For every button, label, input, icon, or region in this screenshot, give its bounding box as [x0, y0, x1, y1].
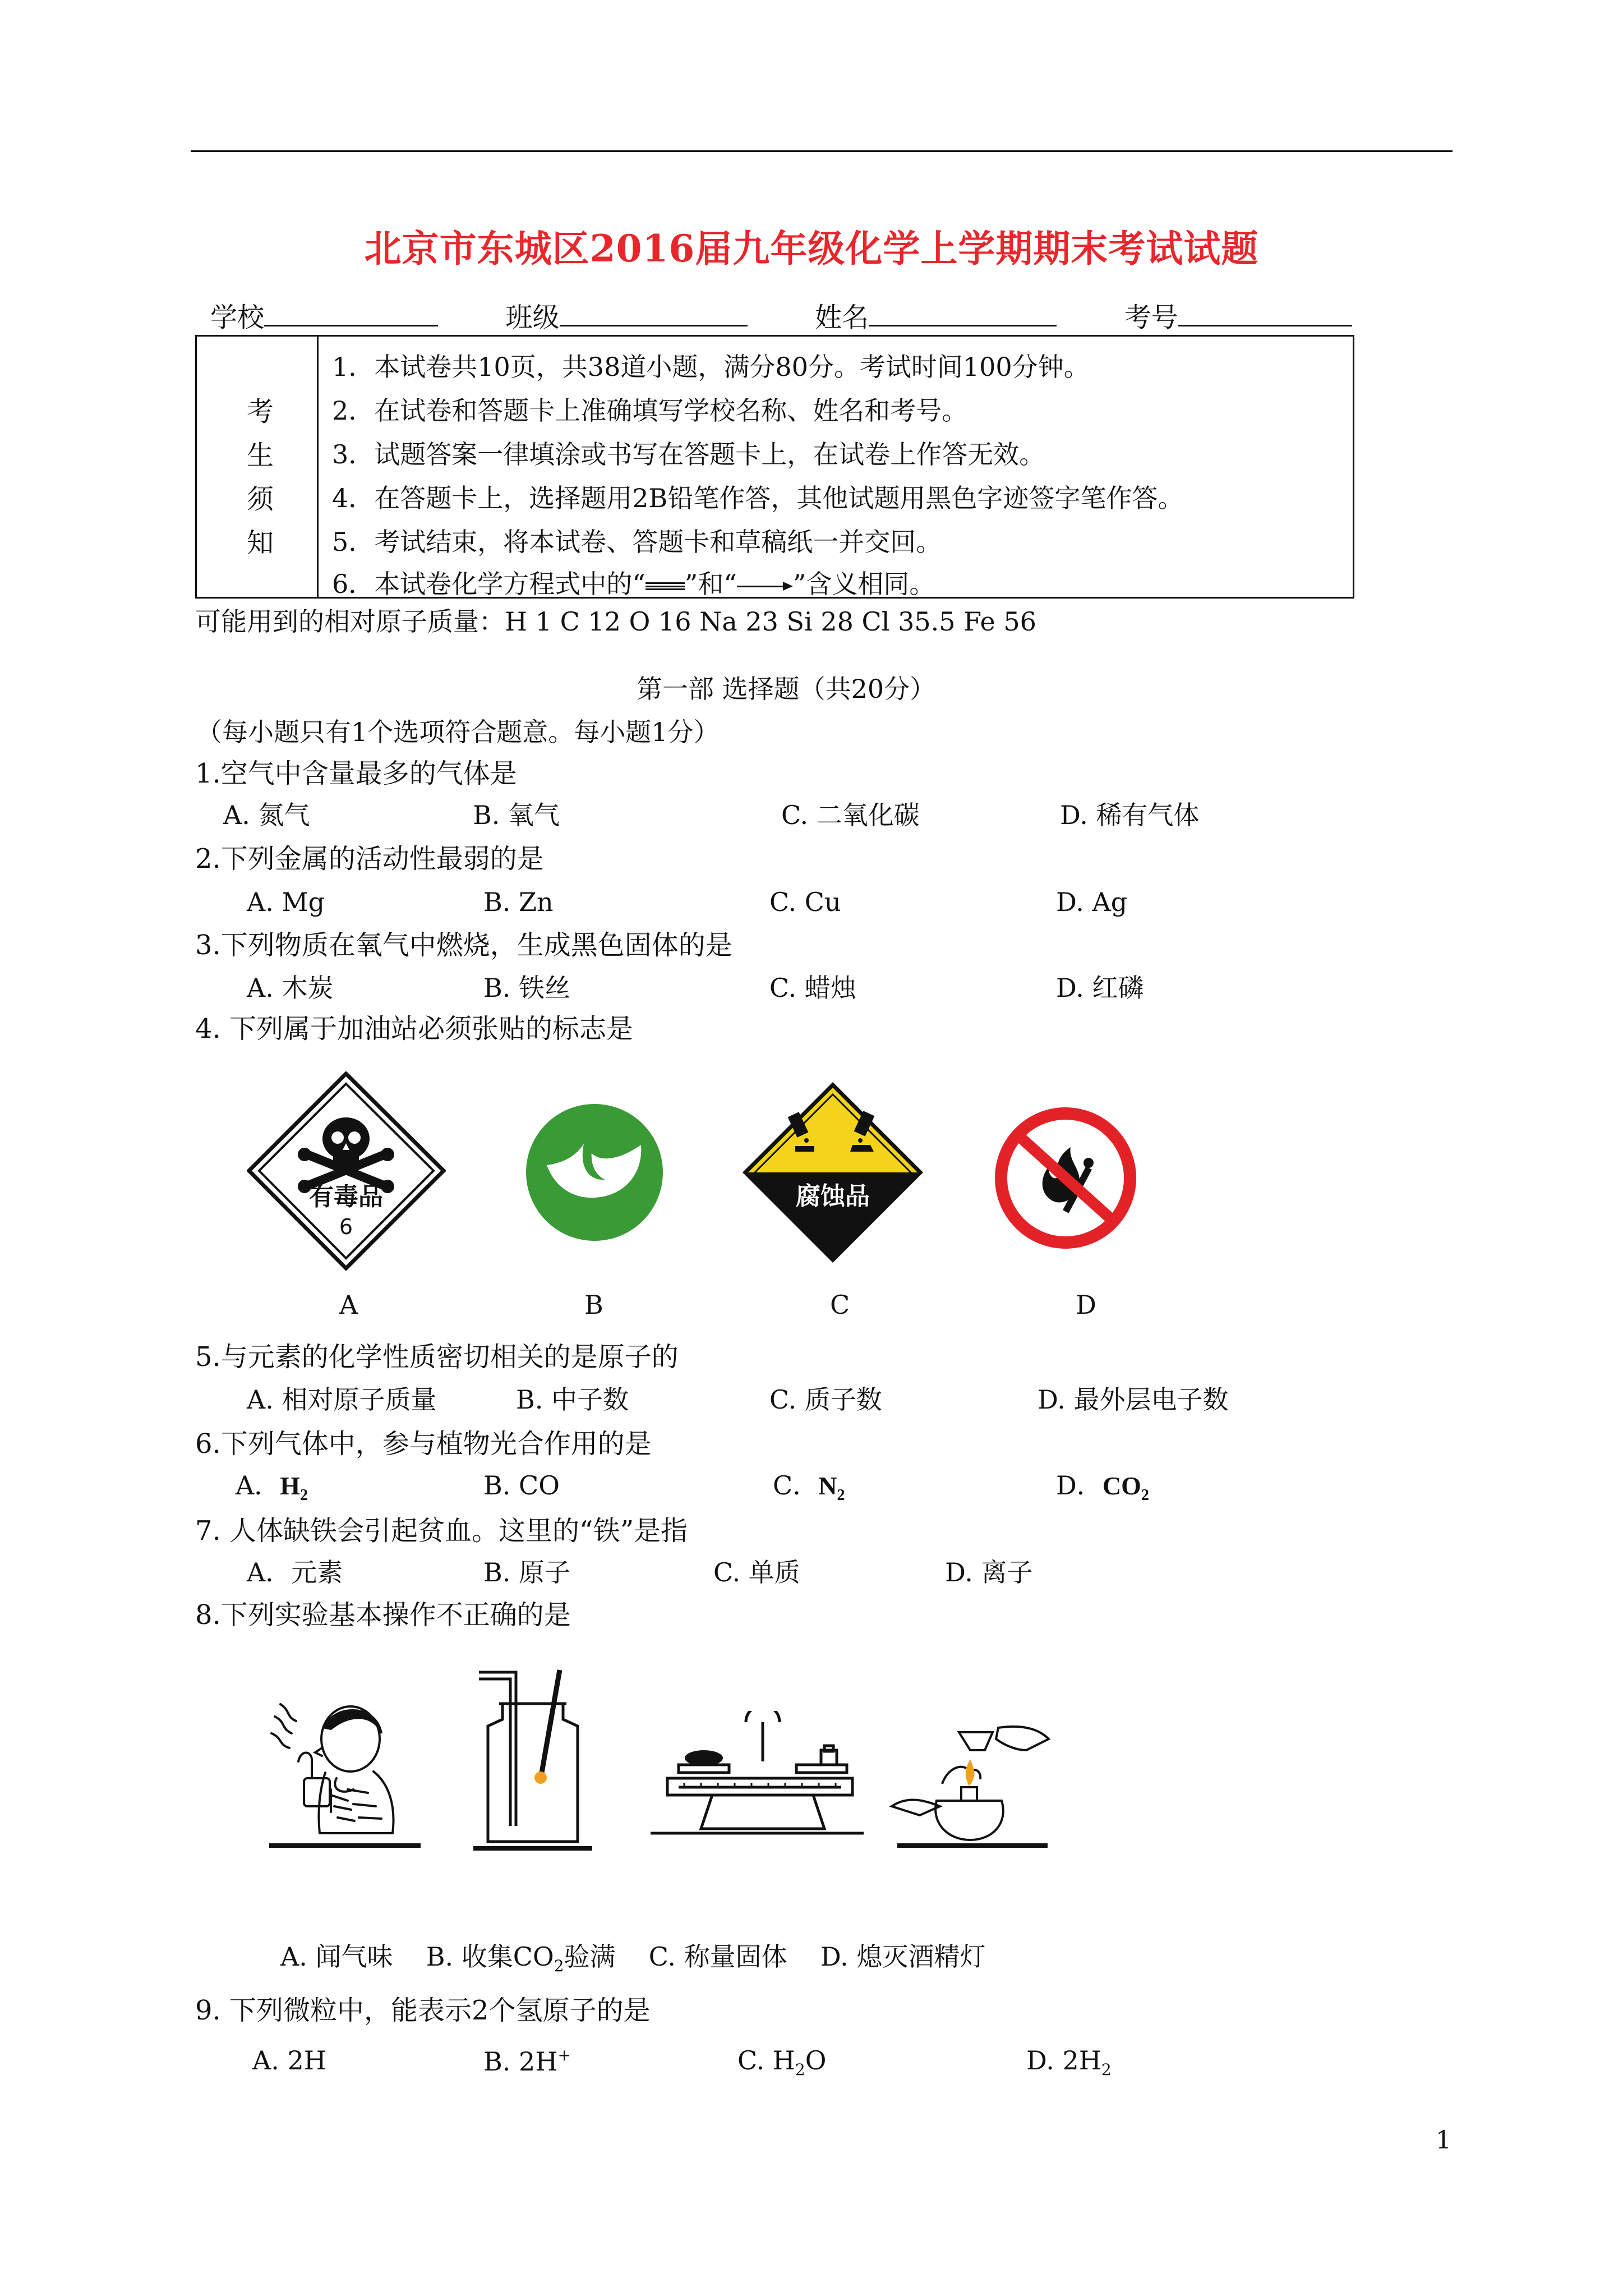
question-stem: 8.下列实验基本操作不正确的是	[195, 1599, 571, 1631]
option-c-formula-end: O	[805, 2045, 827, 2076]
caption-a[interactable]: A. 闻气味	[280, 1941, 393, 1972]
option-b[interactable]: B. 中子数	[516, 1384, 629, 1415]
notice-side-char: 生	[247, 440, 274, 471]
corrosive-sign-icon[interactable]	[740, 1080, 925, 1265]
rule6-mid: ”和“	[684, 569, 737, 599]
option-a[interactable]: A. Mg	[247, 887, 325, 917]
section-heading: 第一部 选择题（共20分）	[637, 674, 936, 704]
notice-separator	[317, 335, 319, 599]
info-fields	[210, 300, 1352, 331]
sign-label-a: A	[339, 1290, 358, 1320]
top-rule	[191, 150, 1453, 152]
option-c-formula: N	[818, 1471, 837, 1500]
option-c-subscript: 2	[795, 2060, 805, 2079]
option-d[interactable]: D. 离子	[945, 1557, 1033, 1588]
question-stem: 1.空气中含量最多的气体是	[195, 758, 517, 789]
sign-c-text: 腐蚀品	[796, 1182, 870, 1211]
option-d-subscript: 2	[1141, 1487, 1149, 1504]
exam-no-label: 考号	[1124, 302, 1178, 333]
option-c[interactable]: C. 二氧化碳	[781, 800, 920, 830]
option-d-formula: CO	[1102, 1471, 1141, 1500]
option-d[interactable]: D. 稀有气体	[1060, 800, 1200, 830]
option-c[interactable]	[773, 1470, 845, 1504]
option-b[interactable]: B. CO	[483, 1470, 560, 1501]
question-stem: 5.与元素的化学性质密切相关的是原子的	[195, 1341, 679, 1373]
notice-rule: 5．考试结束，将本试卷、答题卡和草稿纸一并交回。	[332, 527, 942, 557]
rule6-prefix: 6．本试卷化学方程式中的“	[332, 569, 645, 599]
exam-no-blank[interactable]	[1178, 300, 1352, 326]
option-a[interactable]: A. 木炭	[247, 973, 334, 1003]
option-b[interactable]	[483, 2046, 571, 2077]
option-c[interactable]: C. Cu	[769, 887, 841, 917]
arrow-right-icon	[737, 581, 793, 592]
sign-label-b: B	[584, 1290, 603, 1320]
school-label: 学校	[210, 302, 265, 333]
sign-a-text: 有毒品	[309, 1182, 383, 1211]
option-a[interactable]: A．元素	[247, 1557, 343, 1588]
notice-rule: 4．在答题卡上，选择题用2B铅笔作答，其他试题用黑色字迹签字笔作答。	[332, 483, 1184, 513]
option-b-superscript: +	[557, 2046, 571, 2064]
notice-side-char: 须	[247, 484, 274, 515]
question-stem: 2.下列金属的活动性最弱的是	[195, 843, 544, 875]
caption-b-subscript: 2	[554, 1957, 564, 1975]
option-a[interactable]	[236, 1470, 308, 1504]
option-a-formula: H	[280, 1471, 301, 1500]
option-c-label: C．	[773, 1470, 819, 1501]
alcohol-lamp-illustration-icon	[886, 1717, 1054, 1851]
balance-illustration-icon	[645, 1711, 869, 1851]
caption-b[interactable]	[426, 1941, 616, 1975]
option-a-label: A．	[236, 1470, 280, 1501]
question-stem: 9. 下列微粒中，能表示2个氢原子的是	[195, 1995, 651, 2026]
option-c[interactable]: C. 蜡烛	[769, 973, 856, 1003]
option-d[interactable]	[1056, 1470, 1149, 1504]
smelling-illustration-icon	[264, 1694, 426, 1851]
option-d[interactable]: D. 红磷	[1056, 973, 1144, 1003]
q8-caption-row	[280, 1941, 986, 1975]
sign-label-c: C	[830, 1290, 850, 1320]
sign-label-d: D	[1076, 1290, 1096, 1320]
question-stem: 3.下列物质在氧气中燃烧，生成黑色固体的是	[195, 930, 732, 961]
notice-rule-6	[332, 564, 935, 601]
option-b[interactable]: B. 铁丝	[483, 973, 571, 1003]
section-instruction: （每小题只有1个选项符合题意。每小题1分）	[196, 717, 720, 747]
option-a[interactable]: A. 2H	[252, 2045, 326, 2076]
option-d-label: D．	[1056, 1470, 1103, 1501]
poison-sign-icon[interactable]	[247, 1071, 446, 1271]
no-fire-sign-icon[interactable]	[990, 1102, 1141, 1254]
gas-collection-illustration-icon	[471, 1663, 594, 1851]
option-c[interactable]	[737, 2047, 826, 2078]
caption-d[interactable]: D. 熄灭酒精灯	[820, 1941, 986, 1972]
option-d[interactable]: D. Ag	[1056, 887, 1128, 917]
question-stem: 4. 下列属于加油站必须张贴的标志是	[195, 1013, 634, 1045]
notice-rule: 2．在试卷和答题卡上准确填写学校名称、姓名和考号。	[332, 395, 968, 426]
option-d-formula: D. 2H	[1026, 2045, 1101, 2076]
option-c[interactable]: C. 单质	[713, 1557, 800, 1588]
caption-c[interactable]: C. 称量固体	[648, 1941, 787, 1972]
option-a[interactable]: A. 氮气	[223, 800, 310, 830]
notice-side-char: 知	[247, 527, 274, 559]
page-number: 1	[1436, 2126, 1451, 2155]
caption-b-pre: B. 收集CO	[426, 1941, 554, 1972]
class-blank[interactable]	[560, 300, 748, 326]
question-stem: 6.下列气体中，参与植物光合作用的是	[195, 1428, 652, 1460]
notice-side-char: 考	[247, 396, 274, 427]
caption-b-post: 验满	[564, 1941, 616, 1972]
option-b[interactable]: B. 原子	[483, 1557, 571, 1588]
option-c-formula: C. H	[737, 2045, 795, 2076]
school-blank[interactable]	[264, 300, 438, 326]
notice-rule: 1．本试卷共10页，共38道小题，满分80分。考试时间100分钟。	[332, 352, 1090, 382]
option-c-subscript: 2	[837, 1487, 845, 1504]
option-b[interactable]: B. Zn	[483, 887, 554, 917]
option-d[interactable]	[1026, 2047, 1112, 2078]
option-b[interactable]: B. 氧气	[473, 800, 560, 830]
notice-rule: 3．试题答案一律填涂或书写在答题卡上，在试卷上作答无效。	[332, 439, 1045, 470]
water-saving-sign-icon[interactable]	[524, 1102, 665, 1243]
atomic-mass-line: 可能用到的相对原子质量：H 1 C 12 O 16 Na 23 Si 28 Cl 35.5 Fe 56	[195, 606, 1036, 637]
rule6-suffix: ”含义相同。	[792, 569, 935, 599]
equals-sign-icon	[645, 582, 685, 590]
option-a-subscript: 2	[300, 1487, 308, 1504]
option-c[interactable]: C. 质子数	[769, 1384, 882, 1415]
page-title: 北京市东城区2016届九年级化学上学期期末考试试题	[364, 227, 1259, 270]
name-blank[interactable]	[869, 300, 1057, 326]
option-d-subscript: 2	[1101, 2060, 1112, 2079]
sign-a-number: 6	[339, 1214, 353, 1239]
option-d[interactable]: D. 最外层电子数	[1038, 1384, 1229, 1415]
question-stem: 7. 人体缺铁会引起贫血。这里的“铁”是指	[195, 1515, 688, 1547]
option-b-formula: B. 2H	[483, 2046, 558, 2077]
name-label: 姓名	[815, 302, 869, 333]
option-a[interactable]: A. 相对原子质量	[247, 1384, 437, 1415]
class-label: 班级	[505, 302, 560, 333]
